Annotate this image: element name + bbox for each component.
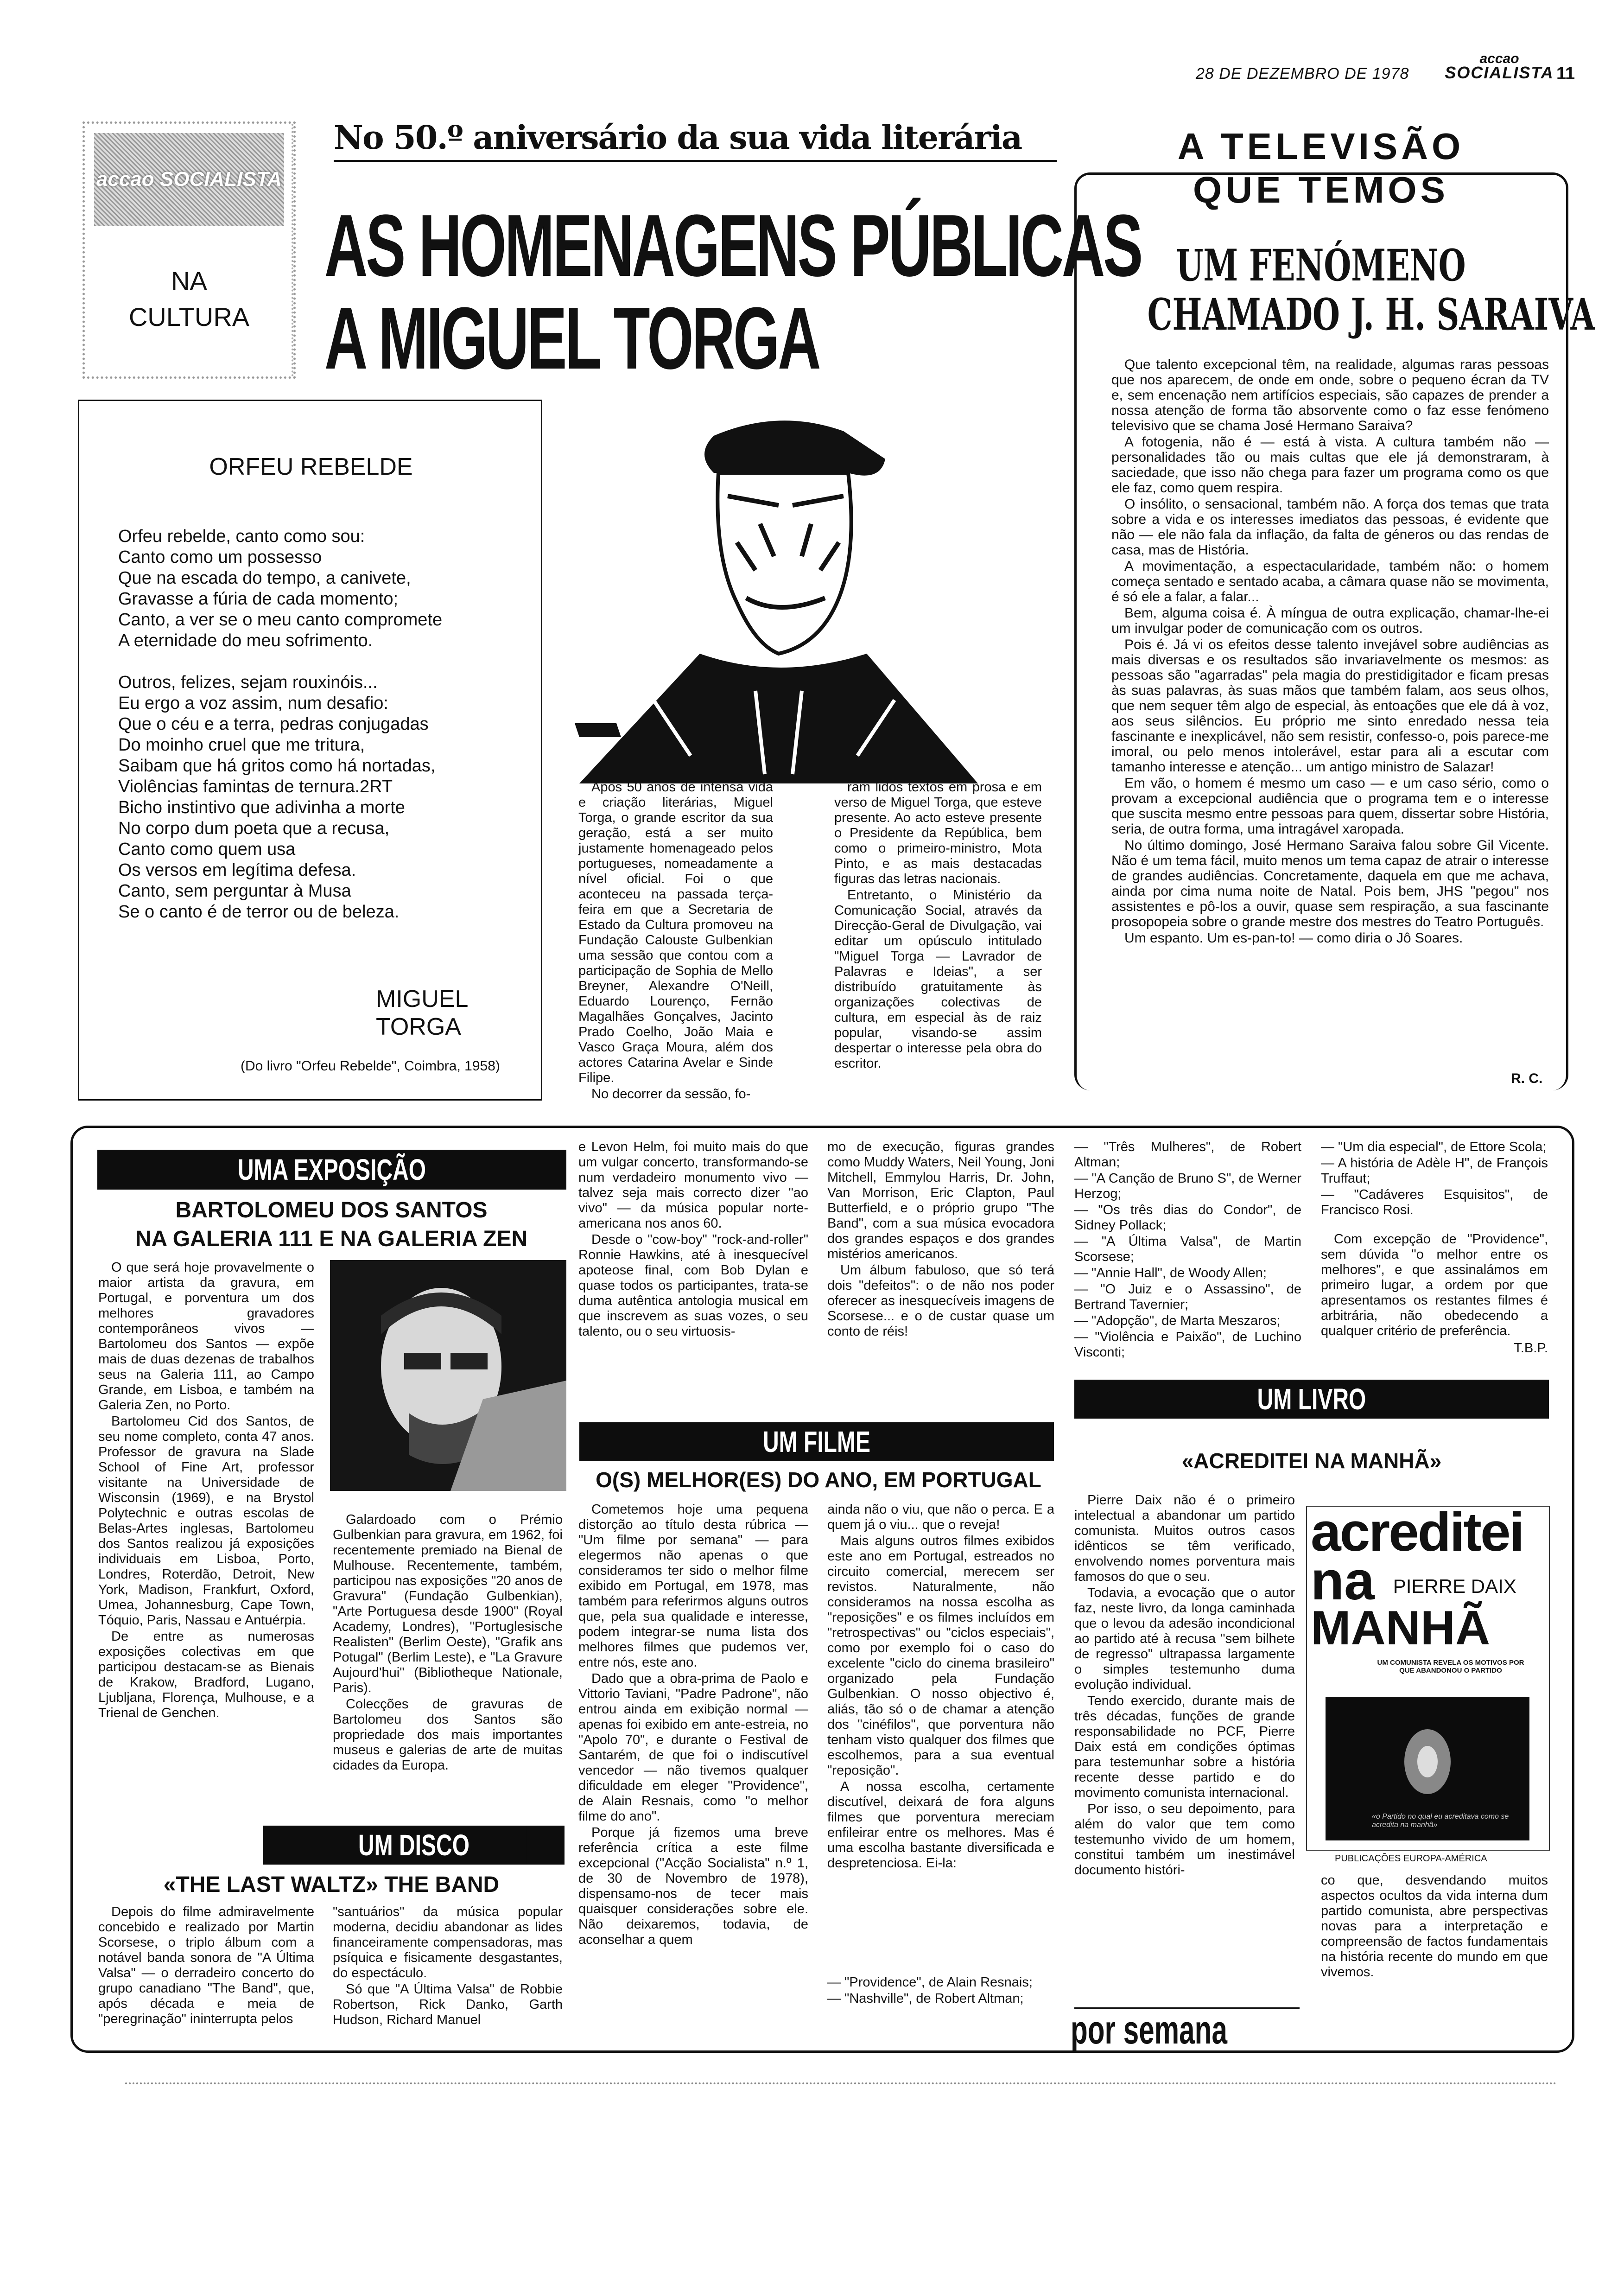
logo-line-1: accao	[1479, 51, 1519, 66]
filme-paragraph: A nossa escolha, certamente discutível, deixará de fora alguns filmes que porventura mereciam enfileirar entre os melhores. Mas é uma escolha bastante diversificada e despretenciosa. Ei-la:	[827, 1779, 1054, 1871]
disco-col-2	[333, 1904, 563, 2029]
section-label-2: CULTURA	[128, 302, 250, 331]
poem-line: Bicho instintivo que adivinha a morte	[118, 798, 405, 817]
tv-paragraph: O insólito, o sensacional, também não. A força dos temas que trata sobre a vida e os interesses imediatos das pessoas, é evidente que não — ele não fala da inflação, da falta de géneros ou das rendas de casa, mas de História.	[1111, 497, 1549, 558]
disco-col-4	[827, 1140, 1054, 1340]
filme-banner-text: UM FILME	[639, 1422, 995, 1461]
section-logo-text: accao SOCIALISTA	[96, 168, 282, 191]
poem-line: Canto, a ver se o meu canto compromete	[118, 610, 443, 630]
tv-paragraph: Que talento excepcional têm, na realidade, algumas raras pessoas que nos aparecem, de onde em onde, sobre o pequeno écran da TV e, sem encenação nem artifícios especiais, são capazes de prender a nossa atenção de forma tão absorvente como o faz esse fenómeno televisivo que se chama José Hermano Saraiva?	[1111, 357, 1549, 433]
filme-list-item: — "Os três dias do Condor", de Sidney Pollack;	[1074, 1203, 1301, 1233]
exposicao-headline-1: BARTOLOMEU DOS SANTOS	[175, 1198, 488, 1222]
filme-list-c	[1321, 1140, 1548, 1218]
tv-paragraph: A movimentação, a espectacularidade, também não: o homem começa sentado e sentado acaba, a câmara quase não se movimenta, é só ele a falar, a falar...	[1111, 559, 1549, 605]
torga-col-2	[834, 780, 1042, 1072]
exposicao-paragraph: Colecções de gravuras de Bartolomeu dos Santos são propriedade dos mais importantes museus e galerias de arte de muitas cidades da Europa.	[333, 1697, 563, 1773]
filme-list-a	[827, 1975, 1054, 2007]
poem-lines	[118, 526, 526, 923]
disco-text-4b: Um álbum fabuloso, que só terá dois "defeitos": o de não nos poder oferecer as inesquecíveis imagens de Scorsese... e o de custar quase um conto de réis!	[827, 1263, 1054, 1339]
filme-paragraph: Dado que a obra-prima de Paolo e Vittorio Taviani, "Padre Padrone", não entrou ainda em exibição normal — apenas foi exibido em ante-estreia, no "Apolo 70", e durante o Festival de Santarém, de que foi o indiscutível vencedor — não tivemos qualquer dificuldade em eleger "Providence", de Alain Resnais, como "o melhor filme do ano".	[578, 1671, 808, 1824]
filme-list-item: — "A Última Valsa", de Martin Scorsese;	[1074, 1234, 1301, 1264]
torga-body-1b: No decorrer da sessão, fo-	[591, 1087, 751, 1101]
disco-col-1	[98, 1904, 314, 2028]
poem-line: Orfeu rebelde, canto como sou:	[118, 527, 365, 546]
filme-paragraph: Porque já fizemos uma breve referência crítica a este filme excepcional ("Acção Socialista" n.º 1, de 30 de Novembro de 1978), dispensamo-nos de tecer mais quaisquer considerações sobre ele. Não deixaremos, todavia, de aconselhar a quem	[578, 1825, 808, 1947]
poem-line: Canto, sem perguntar à Musa	[118, 881, 351, 901]
livro-banner-text: UM LIVRO	[1134, 1380, 1490, 1419]
filme-col-1	[578, 1502, 808, 1948]
livro-paragraph: Tendo exercido, durante mais de três décadas, funções de grande responsabilidade no PCF, Pierre Daix está em condições óptimas para testemunhar sobre a história recente desse partido e do movimento comunista internacional.	[1074, 1694, 1295, 1800]
exposicao-banner-text: UMA EXPOSIÇÃO	[156, 1150, 508, 1190]
section-label-1: NA	[171, 266, 207, 295]
livro-cover-author: PIERRE DAIX	[1393, 1575, 1516, 1597]
filme-list-b	[1074, 1140, 1301, 1361]
exposicao-col-2	[333, 1512, 563, 1774]
filme-list-item: — "A Canção de Bruno S", de Werner Herzog;	[1074, 1171, 1301, 1201]
poem-line: Que na escada do tempo, a canivete,	[118, 568, 411, 588]
filme-list-item: — "Cadáveres Esquisitos", de Francisco Rosi.	[1321, 1187, 1548, 1217]
tv-headline	[1080, 240, 1595, 340]
disco-col-3	[578, 1140, 808, 1340]
tv-paragraph: No último domingo, José Hermano Saraiva falou sobre Gil Vicente. Não é um tema fácil, muito menos um tema capaz de atrair o interesse de grandes audiências. Concretamente, daquela em que me achava, ainda por cima numa noite de Natal. Pois bem, JHS "pegou" nos assistentes e pô-los a ouvir, quase sem respiração, a sua fascinante prosopopeia sobre o grande mestre dos mestres do Teatro Português.	[1111, 838, 1549, 930]
torga-kicker: No 50.º aniversário da sua vida literária	[334, 118, 1022, 157]
livro-cover	[1306, 1506, 1550, 1851]
livro-cover-quote: «o Partido no qual eu acreditava como se acredita na manhã»	[1372, 1813, 1509, 1829]
masthead-date: 28 DE DEZEMBRO DE 1978	[1196, 65, 1409, 83]
livro-cover-image	[1326, 1697, 1529, 1840]
filme-list-item: — "Três Mulheres", de Robert Altman;	[1074, 1140, 1301, 1170]
exposicao-paragraph: Galardoado com o Prémio Gulbenkian para gravura, em 1962, foi recentemente premiado na Bienal de Mulhouse. Recentemente, também, participou nas exposições "20 anos de Gravura" (Fundação Gulbenkian), "Arte Portuguesa desde 1900" (Royal Academy, Londres), "Portuglesische Realisten" (Berlim Oeste), "Grafik ans Potugal" (Berlim Leste), e "La Gravure Aujourd'hui" (Bibliotheque Nationale, Paris).	[333, 1512, 563, 1695]
livro-paragraph: Todavia, a evocação que o autor faz, neste livro, da longa caminhada que o levou da adesão incondicional ao partido até à recusa "sem bilhete de regresso" ultrapassa largamente o simples testemunho duma evolução individual.	[1074, 1585, 1295, 1692]
torga-col-1	[578, 780, 773, 1103]
filme-paragraph: Cometemos hoje uma pequena distorção ao título desta rúbrica — "Um filme por semana" — para elegermos não apenas o que consideramos ter sido o melhor filme exibido em Portugal, em 1978, mas também para referirmos alguns outros que, pela sua qualidade e interesse, podem integrar-se numa lista dos melhores filmes que pudemos ver, entre nós, este ano.	[578, 1502, 808, 1670]
livro-cover-title-2: na	[1311, 1550, 1375, 1611]
livro-paragraph: Por isso, o seu depoimento, para além do valor que tem como testemunho vivido de um homem, constitui também um inestimável documento históri-	[1074, 1802, 1295, 1878]
disco-text-3b: Desde o "cow-boy" "rock-and-roller" Ronnie Hawkins, até à inesquecível apoteose final, com Bob Dylan e quase todos os participantes, trata-se duma autêntica antologia musical em que inscrevem as suas vozes, o seu talento, ou o seu virtuosis-	[578, 1232, 808, 1339]
poem-line: Gravasse a fúria de cada momento;	[118, 589, 399, 609]
poem-source: (Do livro "Orfeu Rebelde", Coimbra, 1958)	[241, 1058, 500, 1074]
torga-body-1: Após 50 anos de intensa vida e criação literárias, Miguel Torga, o grande escritor da sua geração, está a ser muito justamente homenageado pelos portugueses, nomeadamente a nível oficial. Foi o que aconteceu na passada terça-feira em que a Secretaria de Estado da Cultura promoveu na Fundação Calouste Gulbenkian uma sessão que contou com a participação de Sophia de Mello Breyner, Alexandre O'Neill, Eduardo Lourenço, Fernão Magalhães Gonçalves, Jacinto Prado Coelho, João Maia e Vasco Graça Moura, além dos actores Catarina Avelar e Sinde Filipe.	[578, 780, 773, 1085]
filme-col-2	[827, 1502, 1054, 1872]
poem-author: MIGUEL TORGA	[376, 986, 468, 1040]
page-number: 11	[1556, 64, 1575, 83]
filme-list-item: — "O Juiz e o Assassino", de Bertrand Tavernier;	[1074, 1282, 1301, 1312]
poem-line: Se o canto é de terror ou de beleza.	[118, 902, 400, 922]
tv-paragraph: A fotogenia, não é — está à vista. A cultura também não — personalidades tão ou mais cultas que ele já demonstraram, à saciedade, que isso não chega para fazer um programa como os que ele faz, como quem respira.	[1111, 434, 1549, 496]
exposicao-headline	[93, 1196, 570, 1254]
exposicao-paragraph: O que será hoje provavelmente o maior artista da gravura, em Portugal, e porventura um dos melhores gravadores contemporâneos vivos — Bartolomeu dos Santos — expõe mais de duas dezenas de trabalhos seus na Galeria 111, ao Campo Grande, em Lisboa, e também na Galeria Zen, no Porto.	[98, 1260, 314, 1413]
disco-headline: «THE LAST WALTZ» THE BAND	[163, 1872, 500, 1897]
disco-text-1: Depois do filme admiravelmente concebido e realizado por Martin Scorsese, o triplo álbum com a notável banda sonora de "A Última Valsa" — o derradeiro concerto do grupo canadiano "The Band", que, após década e meia de "peregrinação" ininterrupta pelos	[98, 1904, 314, 2026]
livro-continuation: co que, desvendando muitos aspectos ocultos da vida interna dum partido comunista, abre perspectivas novas para a interpretação e compreensão de factos fundamentais na história recente do mundo em que vivemos.	[1321, 1873, 1548, 1980]
exposicao-paragraph: De entre as numerosas exposições colectivas em que participou destacam-se as Bienais de Krakow, Bradford, Lugano, Ljubljana, Florença, Mulhouse, e a Trienal de Genchen.	[98, 1629, 314, 1720]
livro-col-1	[1074, 1493, 1295, 1879]
poem-line: Que o céu e a terra, pedras conjugadas	[118, 714, 429, 734]
poem-line: Os versos em legítima defesa.	[118, 860, 356, 880]
filme-list-item: — "Um dia especial", de Ettore Scola;	[1321, 1140, 1547, 1154]
poem-line: Eu ergo a voz assim, num desafio:	[118, 694, 388, 713]
poem-line	[118, 651, 526, 672]
tv-paragraph: Pois é. Já vi os efeitos desse talento invejável sobre audiências as mais diversas e os resultados são invariavelmente os mesmos: as pessoas são "agarradas" pela magia do prestidigitador e ficam presas às suas palavras, às suas mãos que também falam, aos seus olhos, que nem sequer têm algo de especial, às entoações que ele dá à voz, aos seus silêncios. Eu próprio me sinto enredado nessa teia fascinante e inexplicável, não sem resistir, confesso-o, pois parece-me imoral, ou pelo menos intolerável, estar para ali a escutar com tamanho interesse e atenção... um antigo ministro de Salazar!	[1111, 637, 1549, 775]
poem-line: Canto como um possesso	[118, 548, 322, 567]
livro-footer-tag: por semana	[1071, 2008, 1227, 2052]
poem-line: No corpo dum poeta que a recusa,	[118, 819, 390, 838]
exposicao-photo	[330, 1260, 566, 1491]
filme-list-item: — A história de Adèle H", de François Truffaut;	[1321, 1156, 1548, 1186]
filme-closing: Com excepção de "Providence", sem dúvida "o melhor entre os melhores", e que assinalámos em primeiro lugar, a ordem por que apresentamos os restantes filmes é arbitrária, não obedecendo a qualquer critério de preferência.	[1321, 1232, 1548, 1338]
filme-list-item: — "Nashville", de Robert Altman;	[827, 1991, 1024, 2006]
filme-paragraph: Mais alguns outros filmes exibidos este ano em Portugal, estreados no circuito comercial, merecem ser revistos. Naturalmente, não consideramos na nossa escolha as "reposições" e os filmes incluídos em "retrospectivas" ou "ciclos especiais", como por exemplo foi o caso do excelente "ciclo do cinema brasileiro" organizado pela Fundação Gulbenkian. O nosso objectivo é, aliás, tão só o de chamar a atenção dos "cinéfilos", que porventura não tenham visto qualquer dos filmes que escolhemos, para a sua eventual "reposição".	[827, 1534, 1054, 1778]
filme-col-3	[1321, 1140, 1548, 1356]
poem-line: Outros, felizes, sejam rouxinóis...	[118, 673, 378, 692]
poem-line: Saibam que há gritos como há nortadas,	[118, 756, 436, 776]
tv-paragraph: Em vão, o homem é mesmo um caso — e um caso sério, como o provam a excepcional audiência que o programa tem e o interesse que suscita mesmo entre pessoas para quem, dissertar sobre História, seria, de outra forma, uma intragável xaropada.	[1111, 776, 1549, 837]
poem-line: Do moinho cruel que me tritura,	[118, 735, 365, 755]
torga-kicker-rule	[334, 160, 1057, 162]
exposicao-paragraph: Bartolomeu Cid dos Santos, de seu nome completo, conta 47 anos. Professor de gravura na Slade School of Fine Art, professor visitante na Universidade de Wisconsin (1969), e na Brystol Polytechnic e outras escolas de Belas-Artes inglesas, Bartolomeu dos Santos realizou já exposições individuais em Lisboa, Porto, Londres, Roterdão, Detroit, New York, Madison, Frankfurt, Oxford, Umea, Johannesburg, Cape Town, Tóquio, Paris, Nassau e Antuérpia.	[98, 1414, 314, 1628]
bottom-rule	[125, 2082, 1557, 2084]
poem-title: ORFEU REBELDE	[209, 453, 413, 480]
livro-cover-sub: UM COMUNISTA REVELA OS MOTIVOS POR QUE ABANDONOU O PARTIDO	[1377, 1659, 1524, 1674]
logo-line-2: SOCIALISTA	[1445, 63, 1554, 82]
filme-list-item: — "Violência e Paixão", de Luchino Visconti;	[1074, 1330, 1301, 1360]
poem-line: Violências famintas de ternura.2RT	[118, 777, 393, 796]
exposicao-headline-2: NA GALERIA 111 E NA GALERIA ZEN	[135, 1227, 528, 1251]
tv-paragraph: Bem, alguma coisa é. À míngua de outra explicação, chamar-lhe-ei um invulgar poder de comunicação com os outros.	[1111, 605, 1549, 636]
masthead-logo	[1439, 52, 1560, 80]
poem-line: Canto como quem usa	[118, 840, 296, 859]
filme-list-item: — "Adopção", de Marta Meszaros;	[1074, 1313, 1281, 1328]
exposicao-col-1	[98, 1260, 314, 1722]
filme-paragraph: ainda não o viu, que não o perca. E a quem já o viu... que o reveja!	[827, 1502, 1054, 1532]
poem-line: A eternidade do meu sofrimento.	[118, 631, 373, 650]
torga-body-2: ram lidos textos em prosa e em verso de Miguel Torga, que esteve presente. Ao acto esteve presente o Presidente da República, bem como o primeiro-ministro, Mota Pinto, e as mais destacadas figuras das letras nacionais.	[834, 780, 1042, 886]
disco-text-3a: e Levon Helm, foi muito mais do que um vulgar concerto, transformando-se num verdadeiro monumento vivo — talvez seja mais correcto dizer "ao vivo" — da música popular norte-americana nos anos 60.	[578, 1140, 808, 1231]
livro-publisher: PUBLICAÇÕES EUROPA-AMÉRICA	[1335, 1853, 1487, 1864]
tv-paragraph: Um espanto. Um es-pan-to! — como diria o Jô Soares.	[1124, 930, 1463, 946]
torga-headline	[324, 197, 1142, 388]
livro-paragraph: Pierre Daix não é o primeiro intelectual a abandonar um partido comunista. Muitos outros casos idênticos se têm verificado, envolvendo nomes porventura mais famosos do que o seu.	[1074, 1493, 1295, 1584]
torga-body-2b: Entretanto, o Ministério da Comunicação Social, através da Direcção-Geral de Divulgação, vai editar um opúsculo intitulado "Miguel Torga — Lavrador de Palavras e Ideias", a ser distribuído gratuitamente às organizações colectivas de cultura, em especial às de raiz popular, visando-se assim despertar o interesse pela obra do escritor.	[834, 888, 1042, 1071]
filme-headline: O(S) MELHOR(ES) DO ANO, EM PORTUGAL	[596, 1468, 1041, 1492]
livro-col-2	[1321, 1873, 1548, 1981]
filme-list-item: — "Providence", de Alain Resnais;	[827, 1975, 1033, 1990]
poem-box	[78, 400, 542, 1101]
disco-text-2b: Só que "A Última Valsa" de Robbie Robertson, Rick Danko, Garth Hudson, Richard Manuel	[333, 1982, 563, 2027]
disco-banner-text: UM DISCO	[301, 1826, 527, 1865]
torga-portrait	[561, 403, 996, 783]
torga-headline-2: A MIGUEL TORGA	[324, 289, 819, 388]
tv-headline-2: CHAMADO J. H. SARAIVA	[1147, 289, 1595, 340]
torga-headline-1: AS HOMENAGENS PÚBLICAS	[324, 197, 1142, 295]
tv-headline-1: UM FENÓMENO	[1176, 240, 1466, 291]
section-logo	[82, 121, 296, 379]
tv-title-1: A TELEVISÃO	[1177, 126, 1465, 167]
tv-signature: R. C.	[1511, 1071, 1543, 1086]
livro-cover-title-3: MANHÃ	[1311, 1601, 1491, 1655]
disco-text-2: "santuários" da música popular moderna, decidiu abandonar as lides financeiramente compensadoras, mas psíquica e fisicamente desgastantes, do espectáculo.	[333, 1904, 563, 1980]
filme-signature: T.B.P.	[1514, 1341, 1548, 1356]
livro-headline: «ACREDITEI NA MANHÃ»	[1181, 1449, 1442, 1473]
section-label	[85, 263, 293, 335]
tv-body	[1111, 357, 1549, 947]
livro-cover-title-1: acreditei	[1311, 1506, 1523, 1563]
disco-text-4a: mo de execução, figuras grandes como Muddy Waters, Neil Young, Joni Mitchell, Emmylou Harris, Dr. John, Van Morrison, Eric Clapton, Paul Butterfield, e o próprio grupo "The Band", com a sua música evocadora dos grandes espaços e dos grandes mistérios americanos.	[827, 1140, 1054, 1261]
filme-list-item: — "Annie Hall", de Woody Allen;	[1074, 1266, 1267, 1280]
section-logo-image	[94, 133, 284, 226]
tv-title-2: QUE TEMOS	[1193, 169, 1449, 210]
